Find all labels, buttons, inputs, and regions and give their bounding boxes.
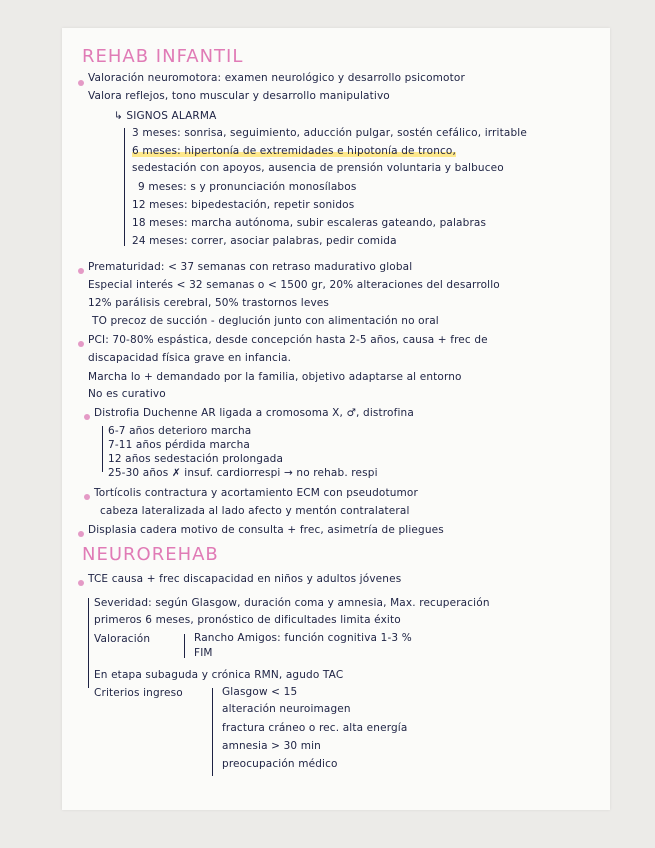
distrofia-item-2: 7-11 años pérdida marcha xyxy=(108,439,250,451)
pci-line-2: discapacidad física grave en infancia. xyxy=(88,352,292,364)
signos-alarma-header: ↳ SIGNOS ALARMA xyxy=(114,110,217,122)
tce-bracket xyxy=(88,598,89,688)
signo-6-meses: 6 meses: hipertonía de extremidades e hipotonía de tronco, xyxy=(132,145,456,157)
signo-6-meses-cont: sedestación con apoyos, ausencia de prensión voluntaria y balbuceo xyxy=(132,162,504,174)
signo-24-meses: 24 meses: correr, asociar palabras, pedir comida xyxy=(132,235,397,247)
tce-line-1: TCE causa + frec discapacidad en niños y adultos jóvenes xyxy=(88,573,402,585)
tce-criterios-label: Criterios ingreso xyxy=(94,687,183,699)
distrofia-line-1: Distrofia Duchenne AR ligada a cromosoma X, ♂, distrofina xyxy=(94,407,414,419)
prematuridad-line-4: TO precoz de succión - deglución junto con alimentación no oral xyxy=(92,315,439,327)
distrofia-bracket xyxy=(102,426,103,472)
prematuridad-line-3: 12% parálisis cerebral, 50% trastornos leves xyxy=(88,297,330,309)
signo-18-meses: 18 meses: marcha autónoma, subir escaleras gateando, palabras xyxy=(132,217,487,229)
section-title-rehab-infantil xyxy=(82,46,243,67)
notebook-page xyxy=(62,28,610,810)
tce-valoracion-rancho: Rancho Amigos: función cognitiva 1-3 % xyxy=(194,632,412,644)
distrofia-item-1: 6-7 años deterioro marcha xyxy=(108,425,252,437)
valoracion-line-2: Valora reflejos, tono muscular y desarrollo manipulativo xyxy=(88,90,390,102)
tce-etapa: En etapa subaguda y crónica RMN, agudo TAC xyxy=(94,669,344,681)
criterio-glasgow: Glasgow < 15 xyxy=(222,686,298,698)
distrofia-item-4: 25-30 años ✗ insuf. cardiorrespi → no rehab. respi xyxy=(108,467,378,479)
bullet-marker xyxy=(78,531,84,537)
tce-valoracion-fim: FIM xyxy=(194,647,213,659)
bullet-marker xyxy=(78,80,84,86)
prematuridad-line-1: Prematuridad: < 37 semanas con retraso madurativo global xyxy=(88,261,413,273)
criterio-preocupacion: preocupación médico xyxy=(222,758,338,770)
pci-line-4: No es curativo xyxy=(88,388,166,400)
signos-bracket xyxy=(124,128,125,246)
section-title-text: NEUROREHAB xyxy=(82,544,219,565)
tce-severidad-2: primeros 6 meses, pronóstico de dificultades limita éxito xyxy=(94,614,401,626)
pci-line-1: PCI: 70-80% espástica, desde concepción hasta 2-5 años, causa + frec de xyxy=(88,334,488,346)
torticolis-line-2: cabeza lateralizada al lado afecto y mentón contralateral xyxy=(100,505,410,517)
bullet-marker xyxy=(84,414,90,420)
section-title-text: REHAB INFANTIL xyxy=(82,46,244,67)
criterio-amnesia: amnesia > 30 min xyxy=(222,740,321,752)
signo-3-meses: 3 meses: sonrisa, seguimiento, aducción pulgar, sostén cefálico, irritable xyxy=(132,127,527,139)
pci-line-3: Marcha lo + demandado por la familia, objetivo adaptarse al entorno xyxy=(88,371,462,383)
bullet-marker xyxy=(78,580,84,586)
criterio-neuroimagen: alteración neuroimagen xyxy=(222,703,351,715)
bullet-marker xyxy=(84,494,90,500)
section-title-neurorehab xyxy=(82,544,219,565)
valoracion-line-1: Valoración neuromotora: examen neurológico y desarrollo psicomotor xyxy=(88,72,465,84)
criterios-bracket xyxy=(212,688,213,776)
valoracion-bracket xyxy=(184,634,185,658)
torticolis-line-1: Tortícolis contractura y acortamiento ECM con pseudotumor xyxy=(94,487,418,499)
tce-valoracion-label: Valoración xyxy=(94,633,151,645)
distrofia-item-3: 12 años sedestación prolongada xyxy=(108,453,284,465)
bullet-marker xyxy=(78,341,84,347)
prematuridad-line-2: Especial interés < 32 semanas o < 1500 gr, 20% alteraciones del desarrollo xyxy=(88,279,500,291)
tce-severidad-1: Severidad: según Glasgow, duración coma y amnesia, Max. recuperación xyxy=(94,597,490,609)
bullet-marker xyxy=(78,268,84,274)
criterio-fractura: fractura cráneo o rec. alta energía xyxy=(222,722,408,734)
signo-12-meses: 12 meses: bipedestación, repetir sonidos xyxy=(132,199,355,211)
displasia-line-1: Displasia cadera motivo de consulta + frec, asimetría de pliegues xyxy=(88,524,444,536)
signo-9-meses: 9 meses: s y pronunciación monosílabos xyxy=(138,181,357,193)
